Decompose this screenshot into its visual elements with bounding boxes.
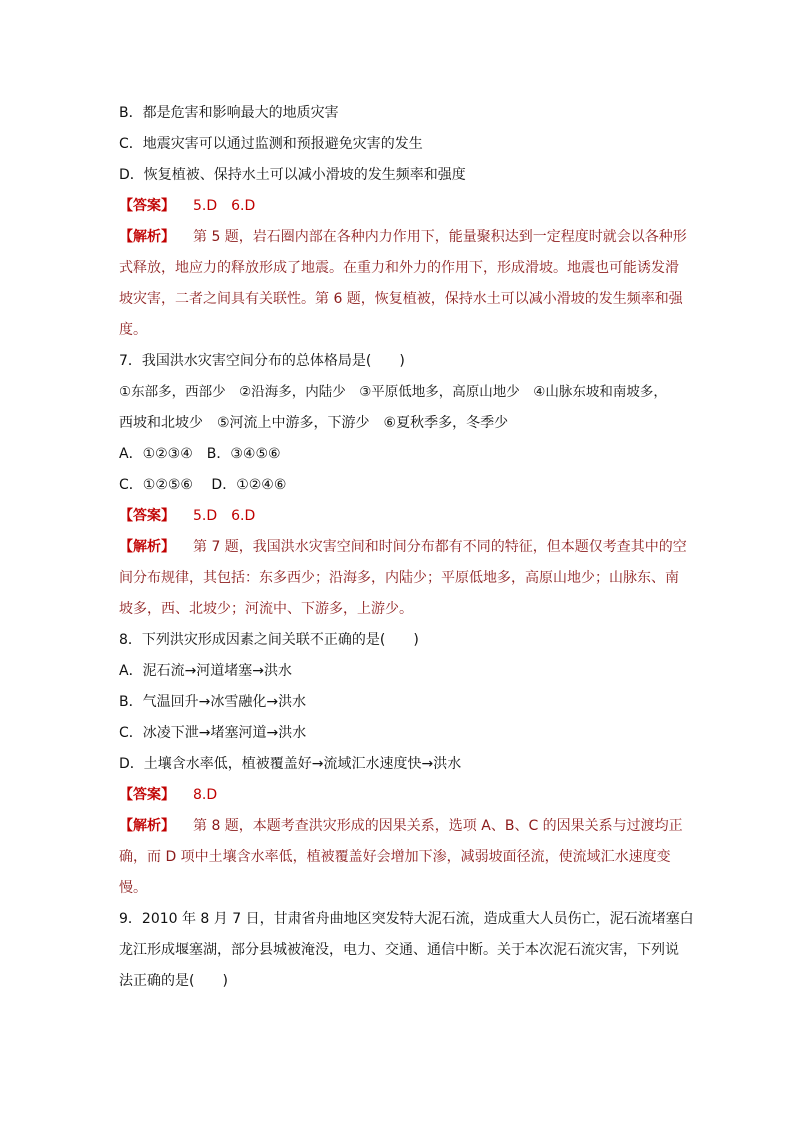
answer-value: 5.D 6.D — [193, 198, 256, 214]
analysis-tag: 【解析】 — [119, 539, 175, 555]
analysis-line-2-1 — [119, 537, 687, 557]
analysis-line-3-2: 确，而 D 项中土壤含水率低，植被覆盖好会增加下渗，减弱坡面径流，使流域汇水速度变 — [119, 849, 671, 865]
answer-line-2 — [119, 506, 255, 526]
q8-option-d: D．土壤含水率低，植被覆盖好→流域汇水速度快→洪水 — [119, 756, 462, 772]
q8-option-a: A．泥石流→河道堵塞→洪水 — [119, 663, 293, 679]
q9-stem-line-3: 法正确的是( ) — [119, 973, 228, 989]
analysis-line-1-4: 度。 — [119, 322, 147, 338]
answer-line-1 — [119, 196, 255, 216]
analysis-line-3-3: 慢。 — [119, 880, 147, 896]
analysis-text: 第 8 题，本题考查洪灾形成的因果关系，选项 A、B、C 的因果关系与过渡均正 — [193, 818, 683, 834]
q9-stem-line-1: 9．2010 年 8 月 7 日，甘肃省舟曲地区突发特大泥石流，造成重大人员伤亡，泥石流堵塞白 — [119, 911, 694, 927]
q8-option-b: B．气温回升→冰雪融化→洪水 — [119, 694, 307, 710]
q8-stem: 8．下列洪灾形成因素之间关联不正确的是( ) — [119, 632, 419, 648]
q7-items-line-2: 西坡和北坡少 ⑤河流上中游多，下游少 ⑥夏秋季多，冬季少 — [119, 415, 509, 431]
answer-tag: 【答案】 — [119, 198, 175, 214]
answer-value: 5.D 6.D — [193, 508, 256, 524]
analysis-line-1-3: 坡灾害，二者之间具有关联性。第 6 题，恢复植被，保持水土可以减小滑坡的发生频率和强 — [119, 291, 683, 307]
q6-option-b: B．都是危害和影响最大的地质灾害 — [119, 105, 339, 121]
q7-options-line-2: C．①②⑤⑥ D．①②④⑥ — [119, 477, 287, 493]
answer-value: 8.D — [193, 787, 218, 803]
analysis-line-3-1 — [119, 816, 683, 836]
answer-line-3 — [119, 785, 217, 805]
analysis-line-2-3: 坡多，西、北坡少；河流中、下游多，上游少。 — [119, 601, 413, 617]
analysis-line-2-2: 间分布规律，其包括：东多西少；沿海多，内陆少；平原低地多，高原山地少；山脉东、南 — [119, 570, 679, 586]
analysis-tag: 【解析】 — [119, 818, 175, 834]
answer-tag: 【答案】 — [119, 787, 175, 803]
answer-tag: 【答案】 — [119, 508, 175, 524]
q7-items-line-1: ①东部多，西部少 ②沿海多，内陆少 ③平原低地多，高原山地少 ④山脉东坡和南坡多， — [119, 384, 667, 400]
analysis-tag: 【解析】 — [119, 229, 175, 245]
q6-option-d: D．恢复植被、保持水土可以减小滑坡的发生频率和强度 — [119, 167, 466, 183]
q7-stem: 7．我国洪水灾害空间分布的总体格局是( ) — [119, 353, 405, 369]
analysis-text: 第 5 题，岩石圈内部在各种内力作用下，能量聚积达到一定程度时就会以各种形 — [193, 229, 687, 245]
q8-option-c: C．冰凌下泄→堵塞河道→洪水 — [119, 725, 307, 741]
analysis-text: 第 7 题，我国洪水灾害空间和时间分布都有不同的特征，但本题仅考查其中的空 — [193, 539, 687, 555]
q9-stem-line-2: 龙江形成堰塞湖，部分县城被淹没，电力、交通、通信中断。关于本次泥石流灾害，下列说 — [119, 942, 679, 958]
q7-options-line-1: A．①②③④ B．③④⑤⑥ — [119, 446, 281, 462]
analysis-line-1-1 — [119, 227, 687, 247]
analysis-line-1-2: 式释放，地应力的释放形成了地震。在重力和外力的作用下，形成滑坡。地震也可能诱发滑 — [119, 260, 679, 276]
q6-option-c: C．地震灾害可以通过监测和预报避免灾害的发生 — [119, 136, 423, 152]
